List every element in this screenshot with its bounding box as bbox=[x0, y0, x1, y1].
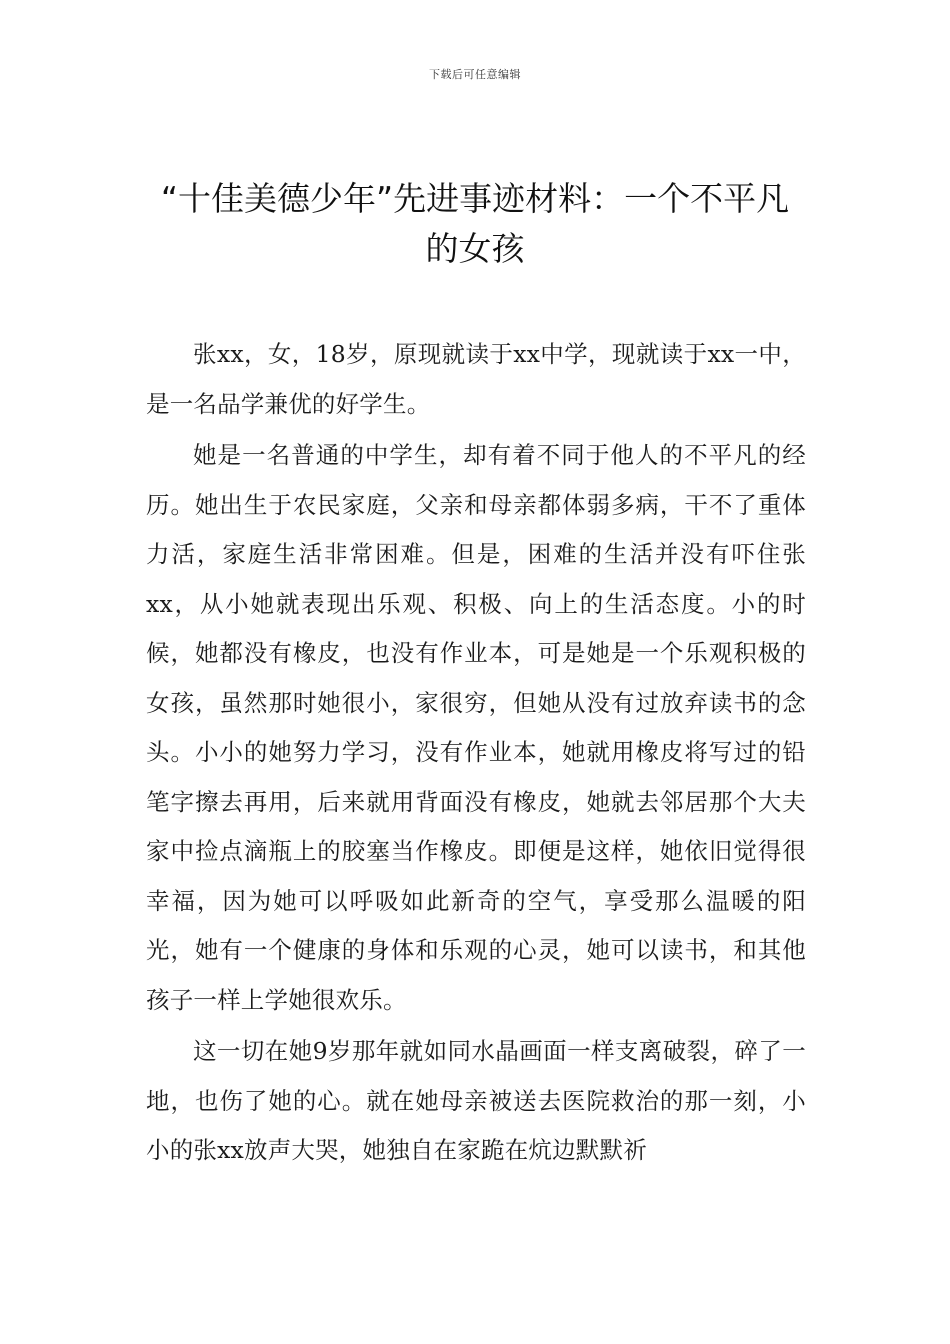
paragraph: 这一切在她9岁那年就如同水晶画面一样支离破裂，碎了一地，也伤了她的心。就在她母亲被送去医院救治的那一刻，小小的张xx放声大哭，她独自在家跪在炕边默默祈 bbox=[146, 1037, 806, 1164]
document-title: “十佳美德少年”先进事迹材料：一个不平凡的女孩 bbox=[160, 179, 790, 268]
document-body bbox=[146, 330, 806, 1178]
paragraph: 张xx，女，18岁，原现就读于xx中学，现就读于xx一中，是一名品学兼优的好学生。 bbox=[146, 340, 806, 418]
page-header-note: 下载后可任意编辑 bbox=[429, 68, 521, 81]
paragraph: 她是一名普通的中学生，却有着不同于他人的不平凡的经历。她出生于农民家庭，父亲和母亲都体弱多病，干不了重体力活，家庭生活非常困难。但是，困难的生活并没有吓住张xx，从小她就表现出乐观、积极、向上的生活态度。小的时候，她都没有橡皮，也没有作业本，可是她是一个乐观积极的女孩，虽然那时她很小，家很穷，但她从没有过放弃读书的念头。小小的她努力学习，没有作业本，她就用橡皮将写过的铅笔字擦去再用，后来就用背面没有橡皮，她就去邻居那个大夫家中捡点滴瓶上的胶塞当作橡皮。即便是这样，她依旧觉得很幸福，因为她可以呼吸如此新奇的空气，享受那么温暖的阳光，她有一个健康的身体和乐观的心灵，她可以读书，和其他孩子一样上学她很欢乐。 bbox=[146, 441, 806, 1014]
